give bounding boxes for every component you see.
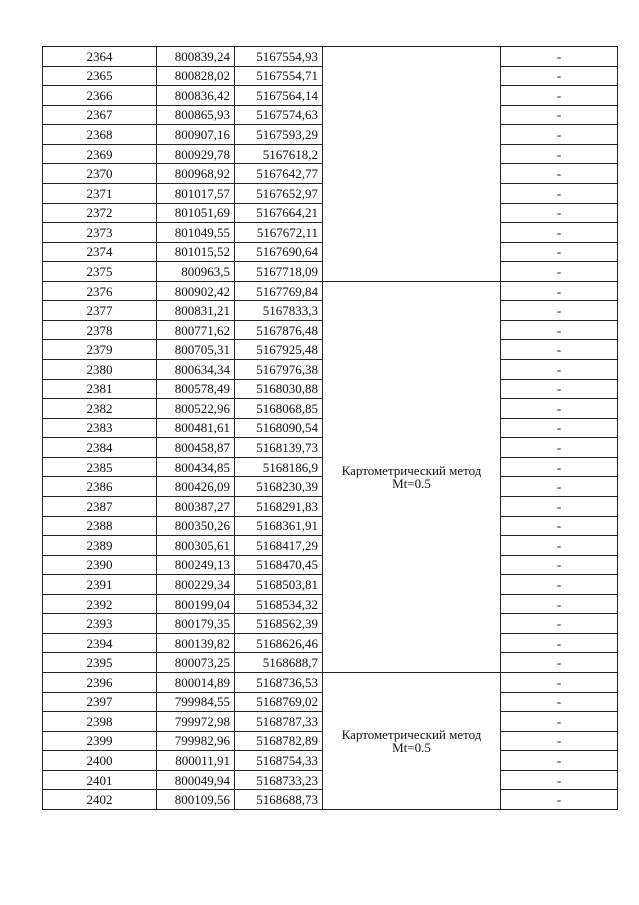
y-coordinate-cell: 5168787,33 <box>235 712 323 732</box>
dash-cell: - <box>501 692 618 712</box>
point-number-cell: 2400 <box>43 751 157 771</box>
dash-cell: - <box>501 477 618 497</box>
point-number-cell: 2402 <box>43 790 157 810</box>
dash-cell: - <box>501 223 618 243</box>
y-coordinate-cell: 5168534,32 <box>235 594 323 614</box>
x-coordinate-cell: 800831,21 <box>157 301 235 321</box>
point-number-cell: 2396 <box>43 673 157 693</box>
dash-cell: - <box>501 614 618 634</box>
point-number-cell: 2366 <box>43 86 157 106</box>
dash-cell: - <box>501 66 618 86</box>
x-coordinate-cell: 800839,24 <box>157 47 235 67</box>
dash-cell: - <box>501 633 618 653</box>
point-number-cell: 2395 <box>43 653 157 673</box>
x-coordinate-cell: 800578,49 <box>157 379 235 399</box>
y-coordinate-cell: 5168754,33 <box>235 751 323 771</box>
point-number-cell: 2372 <box>43 203 157 223</box>
y-coordinate-cell: 5168688,7 <box>235 653 323 673</box>
dash-cell: - <box>501 164 618 184</box>
x-coordinate-cell: 800305,61 <box>157 536 235 556</box>
dash-cell: - <box>501 516 618 536</box>
x-coordinate-cell: 800522,96 <box>157 399 235 419</box>
coordinates-table-body <box>43 47 618 810</box>
point-number-cell: 2389 <box>43 536 157 556</box>
x-coordinate-cell: 799984,55 <box>157 692 235 712</box>
dash-cell: - <box>501 790 618 810</box>
point-number-cell: 2401 <box>43 770 157 790</box>
point-number-cell: 2381 <box>43 379 157 399</box>
dash-cell: - <box>501 653 618 673</box>
y-coordinate-cell: 5167876,48 <box>235 320 323 340</box>
x-coordinate-cell: 800109,56 <box>157 790 235 810</box>
y-coordinate-cell: 5167642,77 <box>235 164 323 184</box>
dash-cell: - <box>501 86 618 106</box>
dash-cell: - <box>501 673 618 693</box>
point-number-cell: 2364 <box>43 47 157 67</box>
dash-cell: - <box>501 594 618 614</box>
x-coordinate-cell: 800902,42 <box>157 281 235 301</box>
point-number-cell: 2387 <box>43 496 157 516</box>
dash-cell: - <box>501 105 618 125</box>
x-coordinate-cell: 800387,27 <box>157 496 235 516</box>
y-coordinate-cell: 5167672,11 <box>235 223 323 243</box>
dash-cell: - <box>501 125 618 145</box>
x-coordinate-cell: 799972,98 <box>157 712 235 732</box>
x-coordinate-cell: 800011,91 <box>157 751 235 771</box>
x-coordinate-cell: 800434,85 <box>157 457 235 477</box>
x-coordinate-cell: 800705,31 <box>157 340 235 360</box>
dash-cell: - <box>501 262 618 282</box>
x-coordinate-cell: 799982,96 <box>157 731 235 751</box>
y-coordinate-cell: 5168736,53 <box>235 673 323 693</box>
dash-cell: - <box>501 144 618 164</box>
point-number-cell: 2369 <box>43 144 157 164</box>
dash-cell: - <box>501 242 618 262</box>
point-number-cell: 2394 <box>43 633 157 653</box>
point-number-cell: 2371 <box>43 183 157 203</box>
x-coordinate-cell: 800014,89 <box>157 673 235 693</box>
y-coordinate-cell: 5168291,83 <box>235 496 323 516</box>
y-coordinate-cell: 5167664,21 <box>235 203 323 223</box>
x-coordinate-cell: 800350,26 <box>157 516 235 536</box>
x-coordinate-cell: 800634,34 <box>157 360 235 380</box>
y-coordinate-cell: 5168733,23 <box>235 770 323 790</box>
dash-cell: - <box>501 712 618 732</box>
point-number-cell: 2386 <box>43 477 157 497</box>
x-coordinate-cell: 801051,69 <box>157 203 235 223</box>
table-row <box>43 47 618 67</box>
point-number-cell: 2370 <box>43 164 157 184</box>
dash-cell: - <box>501 320 618 340</box>
point-number-cell: 2368 <box>43 125 157 145</box>
x-coordinate-cell: 800249,13 <box>157 555 235 575</box>
dash-cell: - <box>501 496 618 516</box>
point-number-cell: 2388 <box>43 516 157 536</box>
x-coordinate-cell: 800929,78 <box>157 144 235 164</box>
y-coordinate-cell: 5167769,84 <box>235 281 323 301</box>
y-coordinate-cell: 5167833,3 <box>235 301 323 321</box>
y-coordinate-cell: 5167925,48 <box>235 340 323 360</box>
y-coordinate-cell: 5168361,91 <box>235 516 323 536</box>
dash-cell: - <box>501 281 618 301</box>
dash-cell: - <box>501 399 618 419</box>
dash-cell: - <box>501 183 618 203</box>
dash-cell: - <box>501 457 618 477</box>
dash-cell: - <box>501 536 618 556</box>
y-coordinate-cell: 5168090,54 <box>235 418 323 438</box>
y-coordinate-cell: 5168688,73 <box>235 790 323 810</box>
point-number-cell: 2382 <box>43 399 157 419</box>
x-coordinate-cell: 800139,82 <box>157 633 235 653</box>
x-coordinate-cell: 800229,34 <box>157 575 235 595</box>
y-coordinate-cell: 5167718,09 <box>235 262 323 282</box>
x-coordinate-cell: 800771,62 <box>157 320 235 340</box>
y-coordinate-cell: 5167652,97 <box>235 183 323 203</box>
dash-cell: - <box>501 770 618 790</box>
x-coordinate-cell: 800907,16 <box>157 125 235 145</box>
x-coordinate-cell: 800073,25 <box>157 653 235 673</box>
x-coordinate-cell: 800828,02 <box>157 66 235 86</box>
point-number-cell: 2392 <box>43 594 157 614</box>
coordinates-table <box>42 46 618 810</box>
point-number-cell: 2379 <box>43 340 157 360</box>
dash-cell: - <box>501 555 618 575</box>
x-coordinate-cell: 800968,92 <box>157 164 235 184</box>
y-coordinate-cell: 5167554,71 <box>235 66 323 86</box>
table-row <box>43 281 618 301</box>
y-coordinate-cell: 5168230,39 <box>235 477 323 497</box>
x-coordinate-cell: 800179,35 <box>157 614 235 634</box>
y-coordinate-cell: 5167593,29 <box>235 125 323 145</box>
dash-cell: - <box>501 47 618 67</box>
y-coordinate-cell: 5168769,02 <box>235 692 323 712</box>
y-coordinate-cell: 5167618,2 <box>235 144 323 164</box>
point-number-cell: 2391 <box>43 575 157 595</box>
y-coordinate-cell: 5167690,64 <box>235 242 323 262</box>
dash-cell: - <box>501 575 618 595</box>
y-coordinate-cell: 5167554,93 <box>235 47 323 67</box>
point-number-cell: 2380 <box>43 360 157 380</box>
y-coordinate-cell: 5168139,73 <box>235 438 323 458</box>
y-coordinate-cell: 5168782,89 <box>235 731 323 751</box>
x-coordinate-cell: 800836,42 <box>157 86 235 106</box>
point-number-cell: 2367 <box>43 105 157 125</box>
dash-cell: - <box>501 301 618 321</box>
point-number-cell: 2384 <box>43 438 157 458</box>
point-number-cell: 2398 <box>43 712 157 732</box>
x-coordinate-cell: 801015,52 <box>157 242 235 262</box>
dash-cell: - <box>501 418 618 438</box>
y-coordinate-cell: 5167574,63 <box>235 105 323 125</box>
point-number-cell: 2393 <box>43 614 157 634</box>
x-coordinate-cell: 800963,5 <box>157 262 235 282</box>
dash-cell: - <box>501 438 618 458</box>
point-number-cell: 2375 <box>43 262 157 282</box>
y-coordinate-cell: 5168068,85 <box>235 399 323 419</box>
dash-cell: - <box>501 340 618 360</box>
x-coordinate-cell: 800481,61 <box>157 418 235 438</box>
method-cell: Картометрический метод Mt=0.5 <box>323 673 501 810</box>
method-cell: Картометрический метод Mt=0.5 <box>323 281 501 672</box>
point-number-cell: 2365 <box>43 66 157 86</box>
y-coordinate-cell: 5168470,45 <box>235 555 323 575</box>
point-number-cell: 2378 <box>43 320 157 340</box>
x-coordinate-cell: 800458,87 <box>157 438 235 458</box>
y-coordinate-cell: 5167976,38 <box>235 360 323 380</box>
y-coordinate-cell: 5168503,81 <box>235 575 323 595</box>
x-coordinate-cell: 801049,55 <box>157 223 235 243</box>
point-number-cell: 2373 <box>43 223 157 243</box>
x-coordinate-cell: 801017,57 <box>157 183 235 203</box>
point-number-cell: 2385 <box>43 457 157 477</box>
dash-cell: - <box>501 751 618 771</box>
y-coordinate-cell: 5168186,9 <box>235 457 323 477</box>
x-coordinate-cell: 800426,09 <box>157 477 235 497</box>
y-coordinate-cell: 5168030,88 <box>235 379 323 399</box>
x-coordinate-cell: 800049,94 <box>157 770 235 790</box>
point-number-cell: 2376 <box>43 281 157 301</box>
x-coordinate-cell: 800865,93 <box>157 105 235 125</box>
method-cell <box>323 47 501 282</box>
y-coordinate-cell: 5168562,39 <box>235 614 323 634</box>
table-row <box>43 673 618 693</box>
y-coordinate-cell: 5167564,14 <box>235 86 323 106</box>
point-number-cell: 2383 <box>43 418 157 438</box>
point-number-cell: 2399 <box>43 731 157 751</box>
point-number-cell: 2377 <box>43 301 157 321</box>
point-number-cell: 2397 <box>43 692 157 712</box>
x-coordinate-cell: 800199,04 <box>157 594 235 614</box>
y-coordinate-cell: 5168417,29 <box>235 536 323 556</box>
dash-cell: - <box>501 731 618 751</box>
point-number-cell: 2390 <box>43 555 157 575</box>
y-coordinate-cell: 5168626,46 <box>235 633 323 653</box>
dash-cell: - <box>501 379 618 399</box>
point-number-cell: 2374 <box>43 242 157 262</box>
dash-cell: - <box>501 203 618 223</box>
dash-cell: - <box>501 360 618 380</box>
